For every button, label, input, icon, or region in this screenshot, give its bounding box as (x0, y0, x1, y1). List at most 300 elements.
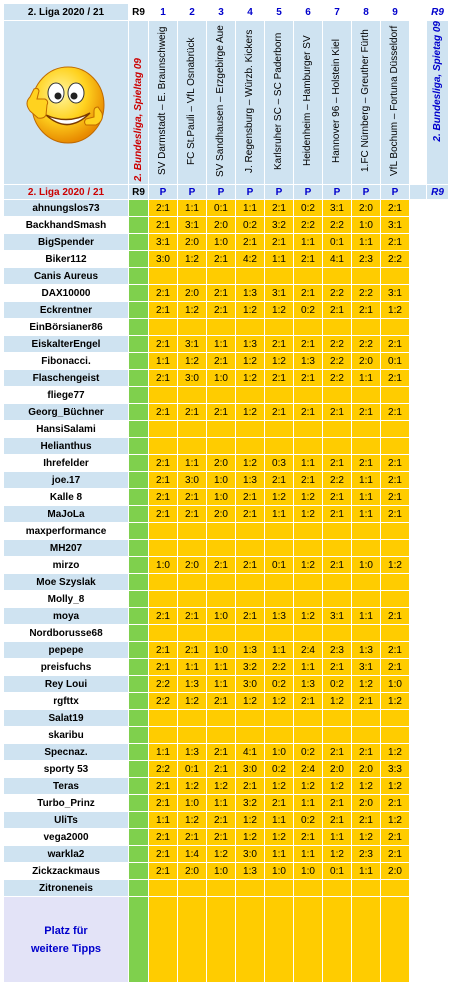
points-cell (129, 557, 149, 574)
match-number: 5 (265, 4, 294, 21)
tip-cell (352, 540, 381, 557)
tip-cell (178, 710, 207, 727)
tip-cell: 2:1 (265, 370, 294, 387)
header-row (4, 4, 449, 21)
tip-cell: 1:1 (352, 489, 381, 506)
tip-cell: 2:2 (381, 251, 410, 268)
tip-cell: 1:1 (352, 863, 381, 880)
tip-cell: 1:0 (352, 557, 381, 574)
tip-cell (265, 319, 294, 336)
tip-cell: 2:2 (323, 370, 352, 387)
table-row (4, 642, 449, 659)
tip-cell: 2:1 (352, 404, 381, 421)
tip-cell: 1:0 (294, 863, 323, 880)
tip-cell: 2:0 (323, 761, 352, 778)
tip-cell (265, 727, 294, 744)
table-row (4, 540, 449, 557)
tip-cell: 2:1 (236, 489, 265, 506)
tip-cell: 2:1 (149, 829, 178, 846)
tip-cell: 2:1 (149, 608, 178, 625)
tip-cell (236, 574, 265, 591)
tip-cell: 1:1 (352, 608, 381, 625)
tip-cell: 1:0 (265, 863, 294, 880)
points-label: P (236, 185, 265, 200)
match-number: 8 (352, 4, 381, 21)
tip-cell: 2:1 (323, 557, 352, 574)
player-name: Teras (4, 778, 129, 795)
tip-cell: 2:1 (381, 829, 410, 846)
tip-cell: 2:1 (149, 404, 178, 421)
tip-cell (294, 523, 323, 540)
tip-cell: 3:3 (381, 761, 410, 778)
match-teams: J. Regensburg – Würzb. Kickers (244, 29, 255, 173)
tip-cell: 1:3 (236, 285, 265, 302)
tip-cell (149, 625, 178, 642)
tip-cell (323, 574, 352, 591)
points-cell (129, 710, 149, 727)
tip-cell (207, 727, 236, 744)
tip-cell: 1:2 (381, 557, 410, 574)
tip-cell: 2:1 (207, 353, 236, 370)
tip-cell: 2:3 (323, 642, 352, 659)
tip-cell: 2:1 (323, 302, 352, 319)
tip-cell (265, 421, 294, 438)
tip-cell (178, 591, 207, 608)
tip-cell: 1:0 (207, 234, 236, 251)
tip-cell (236, 625, 265, 642)
tip-cell (207, 625, 236, 642)
table-row (4, 812, 449, 829)
tip-cell: 1:2 (352, 676, 381, 693)
tip-cell: 2:2 (323, 353, 352, 370)
tip-cell (207, 319, 236, 336)
tip-cell: 2:1 (352, 812, 381, 829)
points-cell (129, 591, 149, 608)
tip-cell: 2:1 (352, 302, 381, 319)
tip-cell (178, 438, 207, 455)
tip-cell: 2:1 (178, 608, 207, 625)
tip-cell: 1:2 (381, 302, 410, 319)
player-name: mirzo (4, 557, 129, 574)
tip-cell: 2:1 (178, 404, 207, 421)
tip-cell: 2:0 (178, 285, 207, 302)
tip-cell: 0:2 (294, 200, 323, 217)
tip-cell: 1:1 (149, 744, 178, 761)
match-teams: Heidenheim – Hamburger SV (302, 35, 313, 167)
tip-cell (352, 625, 381, 642)
tip-cell: 3:1 (178, 217, 207, 234)
tip-cell (207, 574, 236, 591)
tip-cell: 1:1 (236, 200, 265, 217)
tip-cell: 1:1 (207, 676, 236, 693)
tip-cell: 2:0 (352, 200, 381, 217)
tip-cell: 2:1 (323, 812, 352, 829)
tip-cell (323, 387, 352, 404)
player-name: BigSpender (4, 234, 129, 251)
tip-cell (381, 574, 410, 591)
tip-cell (149, 268, 178, 285)
tip-cell: 1:0 (265, 744, 294, 761)
player-name: Kalle 8 (4, 489, 129, 506)
tip-cell (207, 268, 236, 285)
tip-cell: 2:1 (149, 846, 178, 863)
player-name: warkla2 (4, 846, 129, 863)
points-label: P (381, 185, 410, 200)
tip-cell: 2:1 (323, 455, 352, 472)
tip-cell: 1:2 (236, 455, 265, 472)
tip-cell: 3:1 (323, 608, 352, 625)
tip-cell: 2:1 (149, 200, 178, 217)
tip-cell: 2:1 (149, 370, 178, 387)
tip-cell (352, 319, 381, 336)
tip-cell: 1:2 (178, 302, 207, 319)
table-row (4, 285, 449, 302)
tip-cell (236, 421, 265, 438)
tip-cell (236, 268, 265, 285)
tip-cell: 2:1 (381, 489, 410, 506)
tip-cell: 0:3 (265, 455, 294, 472)
tip-cell: 1:2 (178, 812, 207, 829)
tip-cell: 0:1 (323, 234, 352, 251)
tip-cell: 1:1 (265, 642, 294, 659)
tip-cell: 3:1 (149, 234, 178, 251)
tip-cell (149, 319, 178, 336)
points-cell (129, 744, 149, 761)
tip-cell: 3:1 (323, 200, 352, 217)
tip-cell (294, 727, 323, 744)
points-cell (129, 506, 149, 523)
match-number: 7 (323, 4, 352, 21)
tip-cell: 1:2 (265, 693, 294, 710)
tip-cell (236, 438, 265, 455)
tip-cell: 1:2 (207, 846, 236, 863)
tip-cell: 2:1 (149, 285, 178, 302)
tip-cell (149, 421, 178, 438)
table-row (4, 489, 449, 506)
tip-cell: 1:1 (265, 812, 294, 829)
table-row (4, 438, 449, 455)
tip-cell: 1:2 (265, 302, 294, 319)
tip-cell (294, 319, 323, 336)
player-name: EiskalterEngel (4, 336, 129, 353)
table-row (4, 455, 449, 472)
tip-cell (294, 591, 323, 608)
points-cell (129, 404, 149, 421)
tip-cell: 2:0 (178, 557, 207, 574)
tip-cell: 0:1 (323, 863, 352, 880)
subheader-row (4, 185, 449, 200)
player-name: Nordborusse68 (4, 625, 129, 642)
tip-cell: 3:0 (236, 761, 265, 778)
points-cell (129, 540, 149, 557)
player-name: Turbo_Prinz (4, 795, 129, 812)
tip-cell (323, 523, 352, 540)
tip-cell (236, 540, 265, 557)
match-number: 4 (236, 4, 265, 21)
table-row (4, 421, 449, 438)
tip-cell: 2:1 (352, 693, 381, 710)
points-cell (129, 863, 149, 880)
tip-cell: 3:0 (236, 676, 265, 693)
tip-cell (381, 421, 410, 438)
tip-cell (178, 523, 207, 540)
tip-cell: 2:3 (352, 846, 381, 863)
tip-cell: 1:2 (294, 506, 323, 523)
tip-cell (207, 438, 236, 455)
points-cell (129, 676, 149, 693)
tip-cell: 2:1 (236, 608, 265, 625)
player-name: Georg_Büchner (4, 404, 129, 421)
tip-cell (265, 438, 294, 455)
tip-cell (265, 523, 294, 540)
player-name: BackhandSmash (4, 217, 129, 234)
tip-cell: 2:1 (236, 506, 265, 523)
league-title-repeat: 2. Liga 2020 / 21 (4, 185, 129, 200)
tip-cell (381, 268, 410, 285)
player-name: UliTs (4, 812, 129, 829)
tip-cell: 2:1 (265, 795, 294, 812)
tip-cell: 2:1 (207, 829, 236, 846)
tip-cell: 2:1 (149, 217, 178, 234)
tip-cell: 2:1 (207, 251, 236, 268)
tip-cell: 1:2 (381, 778, 410, 795)
tip-cell: 2:1 (207, 812, 236, 829)
tip-cell: 1:2 (207, 778, 236, 795)
tip-cell (352, 591, 381, 608)
table-row (4, 268, 449, 285)
tip-cell: 1:1 (149, 812, 178, 829)
tip-cell: 0:2 (236, 217, 265, 234)
points-cell (129, 421, 149, 438)
tip-cell: 2:2 (323, 336, 352, 353)
tip-cell (323, 591, 352, 608)
tip-cell (207, 591, 236, 608)
tip-cell: 2:0 (207, 217, 236, 234)
tip-cell: 2:2 (352, 336, 381, 353)
tip-cell (381, 710, 410, 727)
tip-cell: 3:0 (178, 472, 207, 489)
match-teams: SV Sandhausen – Erzgebirge Aue (215, 25, 226, 177)
tip-cell: 3:2 (265, 217, 294, 234)
tip-cell: 0:2 (294, 812, 323, 829)
table-row (4, 863, 449, 880)
tip-cell: 2:1 (149, 489, 178, 506)
tip-cell: 1:0 (381, 676, 410, 693)
table-row (4, 710, 449, 727)
tip-cell (207, 421, 236, 438)
tip-cell (381, 540, 410, 557)
tip-cell (323, 268, 352, 285)
tip-cell (265, 625, 294, 642)
tip-cell: 0:1 (381, 353, 410, 370)
tip-cell (236, 523, 265, 540)
table-row (4, 353, 449, 370)
points-cell (129, 251, 149, 268)
tip-cell: 1:2 (265, 489, 294, 506)
tip-cell (352, 710, 381, 727)
match-number: 1 (149, 4, 178, 21)
player-name: rgfttx (4, 693, 129, 710)
tip-cell (149, 727, 178, 744)
tip-cell: 2:1 (149, 659, 178, 676)
tip-cell: 4:2 (236, 251, 265, 268)
tip-cell: 1:3 (236, 642, 265, 659)
tip-cell: 2:1 (352, 744, 381, 761)
player-name: maxperformance (4, 523, 129, 540)
matchday-vertical-right: 2. Bundesliga, Spietag 09 (431, 21, 443, 142)
points-label: P (265, 185, 294, 200)
tip-cell: 3:1 (352, 659, 381, 676)
tip-cell (178, 727, 207, 744)
tip-cell: 1:3 (294, 353, 323, 370)
tip-cell: 2:0 (178, 234, 207, 251)
tip-cell: 2:1 (149, 455, 178, 472)
tip-cell: 1:3 (265, 608, 294, 625)
tip-cell: 2:2 (294, 217, 323, 234)
tip-cell (149, 880, 178, 897)
tip-cell: 1:1 (294, 659, 323, 676)
tip-cell (294, 438, 323, 455)
tip-cell (352, 387, 381, 404)
tip-cell: 2:1 (207, 285, 236, 302)
points-cell (129, 795, 149, 812)
tip-cell: 2:1 (149, 302, 178, 319)
tip-cell: 1:1 (207, 336, 236, 353)
tip-cell: 2:1 (381, 455, 410, 472)
tip-cell: 1:0 (207, 489, 236, 506)
tip-cell (323, 710, 352, 727)
tip-cell (265, 540, 294, 557)
tip-cell: 0:2 (265, 761, 294, 778)
tip-cell: 1:1 (207, 795, 236, 812)
points-cell (129, 200, 149, 217)
tip-cell: 1:1 (352, 472, 381, 489)
tip-cell: 2:1 (294, 693, 323, 710)
tip-cell (265, 574, 294, 591)
tip-cell: 1:2 (236, 693, 265, 710)
tip-cell: 2:1 (149, 863, 178, 880)
tip-cell: 2:1 (149, 506, 178, 523)
points-label: P (352, 185, 381, 200)
tip-cell: 3:1 (381, 285, 410, 302)
tip-cell: 0:1 (178, 761, 207, 778)
match-teams: VfL Bochum – Fortuna Düsseldorf (389, 25, 400, 177)
player-name: Canis Aureus (4, 268, 129, 285)
tip-cell (265, 591, 294, 608)
league-title: 2. Liga 2020 / 21 (4, 4, 129, 21)
player-name: ahnungslos73 (4, 200, 129, 217)
tip-cell: 2:1 (207, 557, 236, 574)
tip-cell (352, 438, 381, 455)
tip-cell: 1:1 (294, 234, 323, 251)
tip-cell: 2:0 (207, 506, 236, 523)
tip-cell: 2:0 (381, 863, 410, 880)
round-label-right: R9 (427, 4, 449, 21)
table-row (4, 778, 449, 795)
tip-cell: 2:1 (236, 557, 265, 574)
tip-cell (207, 387, 236, 404)
tip-cell (294, 625, 323, 642)
tip-cell (178, 268, 207, 285)
tip-cell: 1:2 (294, 778, 323, 795)
tip-cell: 0:2 (265, 676, 294, 693)
tip-cell (323, 421, 352, 438)
tip-cell: 2:0 (352, 795, 381, 812)
table-row (4, 302, 449, 319)
tip-cell: 1:0 (207, 642, 236, 659)
tip-cell: 1:2 (236, 302, 265, 319)
tip-cell (352, 523, 381, 540)
tip-cell (294, 540, 323, 557)
points-label: P (178, 185, 207, 200)
logo-cell (4, 21, 129, 185)
match-teams: SV Darmstadt – E. Braunschweig (157, 26, 168, 176)
tip-cell: 3:0 (236, 846, 265, 863)
player-name: pepepe (4, 642, 129, 659)
tip-cell: 2:1 (294, 472, 323, 489)
player-name: moya (4, 608, 129, 625)
player-name: Specnaz. (4, 744, 129, 761)
tip-cell: 1:1 (265, 506, 294, 523)
points-cell (129, 761, 149, 778)
tip-cell: 2:1 (294, 370, 323, 387)
tip-cell: 1:1 (294, 455, 323, 472)
tip-cell (178, 421, 207, 438)
table-row (4, 625, 449, 642)
tip-cell: 2:1 (381, 472, 410, 489)
tip-cell: 1:1 (294, 846, 323, 863)
player-name: Zickzackmaus (4, 863, 129, 880)
tip-cell: 1:1 (178, 455, 207, 472)
tip-cell: 2:1 (207, 744, 236, 761)
tip-cell: 1:2 (265, 829, 294, 846)
tip-cell (207, 540, 236, 557)
tip-cell (323, 540, 352, 557)
tip-cell (178, 540, 207, 557)
tip-cell (294, 387, 323, 404)
match-number: 3 (207, 4, 236, 21)
player-name: joe.17 (4, 472, 129, 489)
player-name: Zitroneneis (4, 880, 129, 897)
player-name: Rey Loui (4, 676, 129, 693)
table-row (4, 727, 449, 744)
points-cell (129, 625, 149, 642)
tip-cell: 1:0 (352, 217, 381, 234)
tip-cell: 2:1 (323, 659, 352, 676)
tip-cell: 2:2 (323, 472, 352, 489)
tip-cell: 0:1 (207, 200, 236, 217)
points-cell (129, 829, 149, 846)
points-cell (129, 659, 149, 676)
tip-cell: 2:2 (149, 693, 178, 710)
tip-cell: 1:2 (236, 404, 265, 421)
tip-cell (149, 523, 178, 540)
points-cell (129, 285, 149, 302)
tip-cell: 1:1 (352, 506, 381, 523)
tip-cell: 2:1 (381, 846, 410, 863)
tip-cell: 1:1 (323, 829, 352, 846)
points-cell (129, 234, 149, 251)
points-cell (129, 217, 149, 234)
points-cell (129, 370, 149, 387)
tip-cell: 3:1 (381, 217, 410, 234)
tip-cell (323, 727, 352, 744)
points-label: P (294, 185, 323, 200)
tip-cell: 2:1 (294, 336, 323, 353)
tip-cell: 2:1 (323, 506, 352, 523)
tip-cell: 2:1 (207, 404, 236, 421)
tip-cell (381, 438, 410, 455)
